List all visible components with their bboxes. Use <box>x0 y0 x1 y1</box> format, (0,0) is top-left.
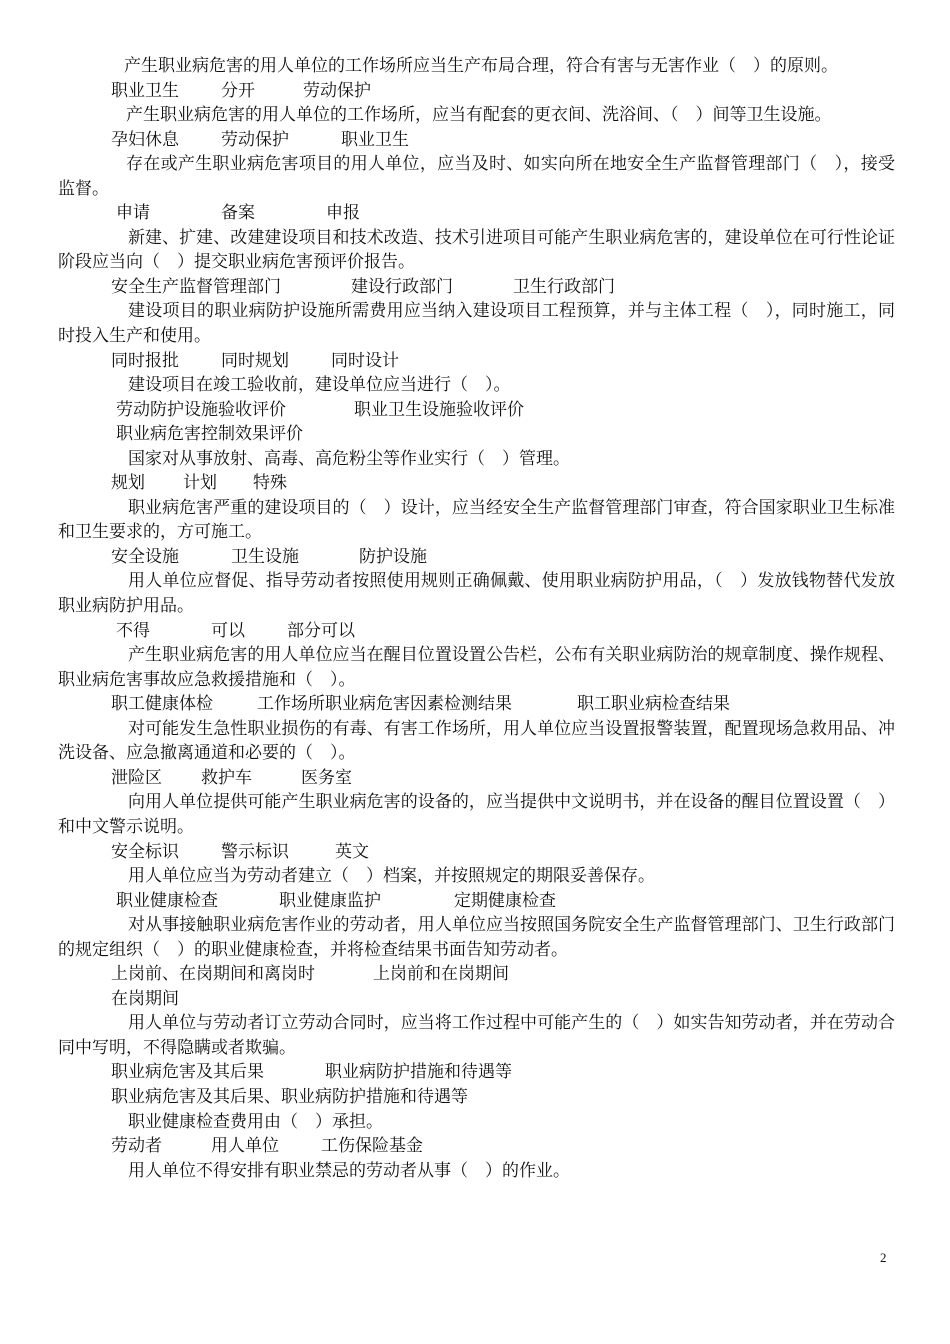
options-9 <box>58 619 895 644</box>
options-6-line2 <box>58 422 895 447</box>
options-4 <box>58 275 895 300</box>
options-15-line2 <box>58 1085 895 1110</box>
option: 部分可以 <box>287 620 355 641</box>
option: 职工职业病检查结果 <box>577 694 730 715</box>
option: 安全标识 <box>111 841 179 862</box>
option: 工伤保险基金 <box>321 1136 423 1157</box>
option: 劳动防护设施验收评价 <box>116 399 286 420</box>
question-8: 职业病危害严重的建设项目的（ ）设计，应当经安全生产监督管理部门审查，符合国家职业卫生标准和卫生要求的，方可施工。 <box>58 497 895 543</box>
option: 用人单位 <box>211 1136 279 1157</box>
option: 同时设计 <box>331 350 399 371</box>
option: 上岗前和在岗期间 <box>373 964 509 985</box>
question-4: 新建、扩建、改建建设项目和技术改造、技术引进项目可能产生职业病危害的，建设单位在可行性论证阶段应当向（ ）提交职业病危害预评价报告。 <box>58 227 895 273</box>
options-15 <box>58 1060 895 1085</box>
option: 职业卫生 <box>341 129 409 150</box>
question-5: 建设项目的职业病防护设施所需费用应当纳入建设项目工程预算，并与主体工程（ ），同时施工，同时投入生产和使用。 <box>58 301 895 347</box>
options-12 <box>58 840 895 865</box>
option: 卫生行政部门 <box>513 276 615 297</box>
option: 备案 <box>221 203 255 224</box>
question-7: 国家对从事放射、高毒、高危粉尘等作业实行（ ）管理。 <box>128 448 570 469</box>
option: 孕妇休息 <box>111 129 179 150</box>
question-15: 用人单位与劳动者订立劳动合同时，应当将工作过程中可能产生的（ ）如实告知劳动者，并在劳动合同中写明，不得隐瞒或者欺骗。 <box>58 1013 895 1058</box>
question-2: 产生职业病危害的用人单位的工作场所，应当有配套的更衣间、洗浴间、（ ）间等卫生设施。 <box>126 105 832 126</box>
option: 劳动者 <box>111 1136 162 1157</box>
option: 救护车 <box>201 767 252 788</box>
option: 医务室 <box>301 767 352 788</box>
question-13: 用人单位应当为劳动者建立（ ）档案，并按照规定的期限妥善保存。 <box>128 866 655 887</box>
option: 劳动保护 <box>303 80 371 101</box>
option: 可以 <box>211 620 245 641</box>
option: 卫生设施 <box>231 546 299 567</box>
option: 职业卫生 <box>111 80 179 101</box>
options-14-line2 <box>58 987 895 1012</box>
option: 英文 <box>335 841 369 862</box>
option: 定期健康检查 <box>454 890 556 911</box>
question-17: 用人单位不得安排有职业禁忌的劳动者从事（ ）的作业。 <box>128 1160 570 1181</box>
option: 防护设施 <box>359 546 427 567</box>
options-1 <box>58 79 895 104</box>
option: 安全生产监督管理部门 <box>111 276 281 297</box>
option: 在岗期间 <box>111 988 179 1009</box>
options-16 <box>58 1134 895 1159</box>
question-6: 建设项目在竣工验收前，建设单位应当进行（ ）。 <box>128 375 511 396</box>
option: 申请 <box>116 203 150 224</box>
options-6 <box>58 398 895 423</box>
question-11: 对可能发生急性职业损伤的有毒、有害工作场所，用人单位应当设置报警装置，配置现场急救用品、冲洗设备、应急撤离通道和必要的（ ）。 <box>58 718 895 764</box>
question-14: 对从事接触职业病危害作业的劳动者，用人单位应当按照国务院安全生产监督管理部门、卫生行政部门的规定组织（ ）的职业健康检查，并将检查结果书面告知劳动者。 <box>58 915 895 960</box>
option: 安全设施 <box>111 546 179 567</box>
question-9: 用人单位应督促、指导劳动者按照使用规则正确佩戴、使用职业病防护用品，（ ）发放钱物替代发放职业病防护用品。 <box>58 571 895 617</box>
option: 上岗前、在岗期间和离岗时 <box>111 964 315 985</box>
question-1: 产生职业病危害的用人单位的工作场所应当生产布局合理，符合有害与无害作业（ ）的原则。 <box>124 56 838 76</box>
options-5 <box>58 349 895 374</box>
options-3 <box>58 201 895 226</box>
option: 职业卫生设施验收评价 <box>354 399 524 420</box>
question-3: 存在或产生职业病危害项目的用人单位，应当及时、如实向所在地安全生产监督管理部门（ ），接受监督。 <box>58 154 895 199</box>
options-13 <box>58 889 895 914</box>
option: 不得 <box>116 620 150 641</box>
option: 劳动保护 <box>221 129 289 150</box>
options-2 <box>58 128 895 153</box>
question-12: 向用人单位提供可能产生职业病危害的设备的，应当提供中文说明书，并在设备的醒目位置设置（ ）和中文警示说明。 <box>58 792 895 837</box>
page-number: 2 <box>880 1250 887 1265</box>
option: 计划 <box>183 473 217 494</box>
option: 职业健康监护 <box>279 890 381 911</box>
option: 同时报批 <box>111 350 179 371</box>
option: 工作场所职业病危害因素检测结果 <box>257 694 512 715</box>
option: 警示标识 <box>221 841 289 862</box>
option: 职业病危害控制效果评价 <box>116 424 303 445</box>
options-14 <box>58 962 895 987</box>
question-16: 职业健康检查费用由（ ）承担。 <box>128 1111 383 1132</box>
document-page <box>58 54 895 1183</box>
option: 职业病危害及其后果、职业病防护措施和待遇等 <box>111 1086 468 1107</box>
options-8 <box>58 545 895 570</box>
option: 职业健康检查 <box>116 890 218 911</box>
option: 特殊 <box>253 473 287 494</box>
options-7 <box>58 471 895 496</box>
option: 建设行政部门 <box>351 276 453 297</box>
options-10 <box>58 692 895 717</box>
options-11 <box>58 766 895 791</box>
option: 泄险区 <box>111 767 162 788</box>
option: 职工健康体检 <box>111 694 213 715</box>
option: 职业病危害及其后果 <box>111 1062 264 1083</box>
option: 申报 <box>326 203 360 224</box>
option: 分开 <box>221 80 255 101</box>
option: 规划 <box>111 473 145 494</box>
question-10: 产生职业病危害的用人单位应当在醒目位置设置公告栏，公布有关职业病防治的规章制度、操作规程、职业病危害事故应急救援措施和（ ）。 <box>58 645 895 690</box>
option: 同时规划 <box>221 350 289 371</box>
option: 职业病防护措施和待遇等 <box>325 1062 512 1083</box>
